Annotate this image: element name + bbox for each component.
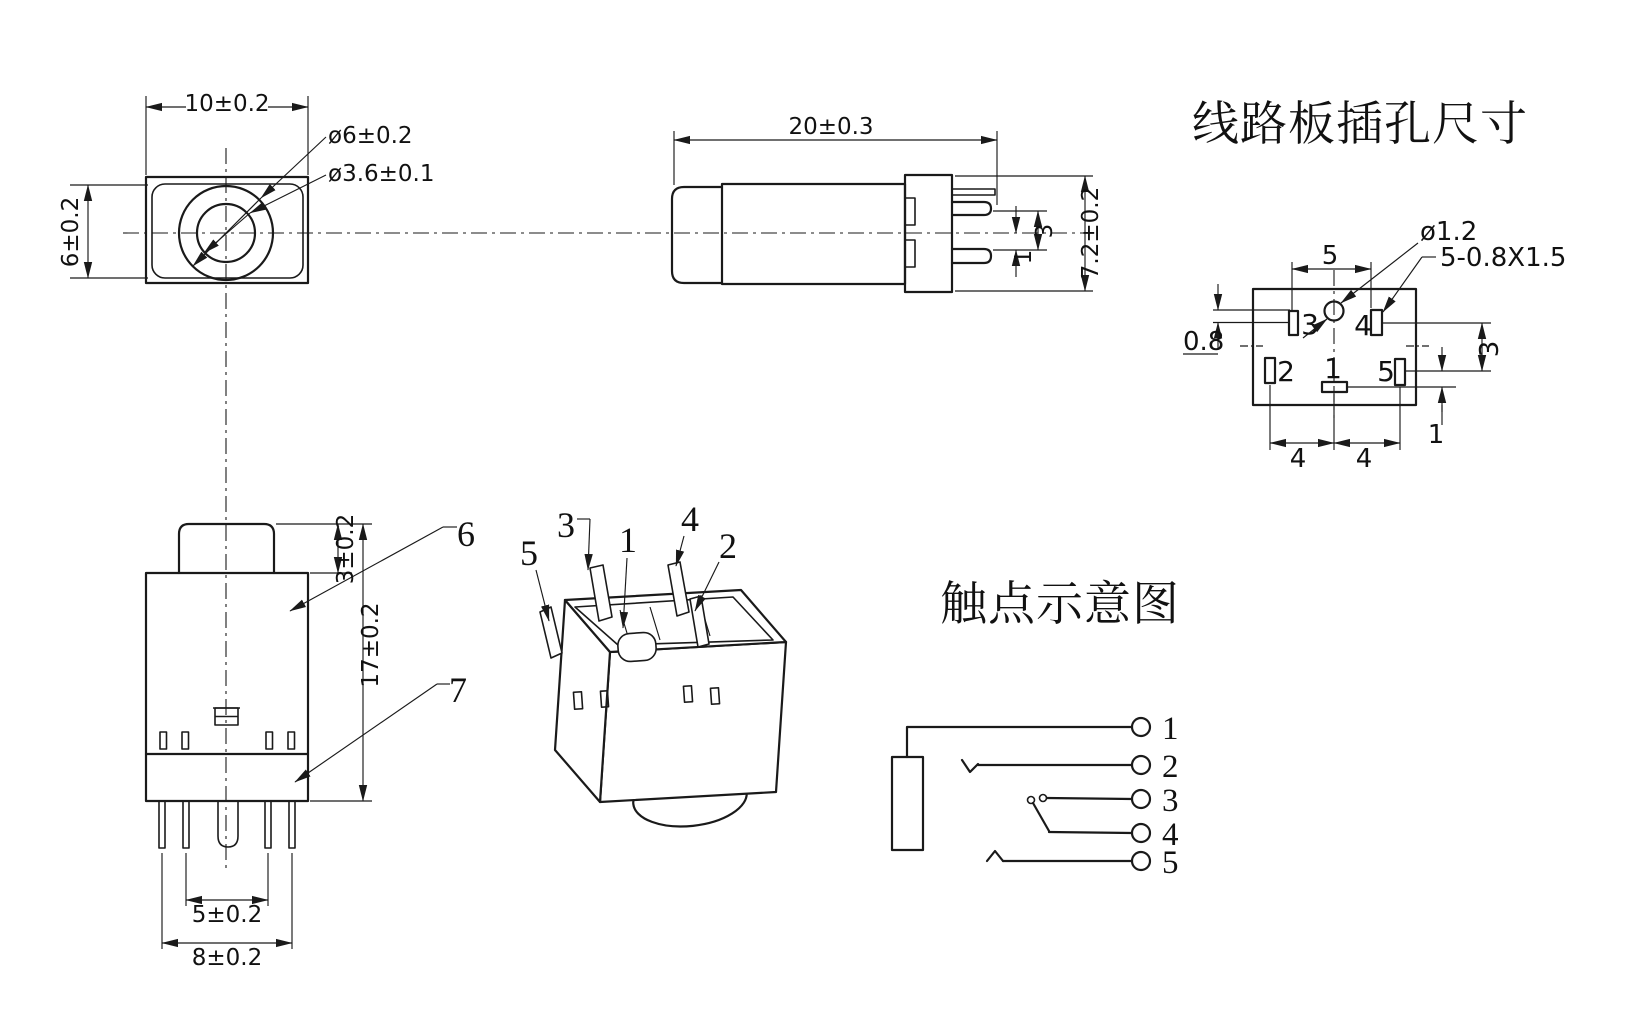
- side-body: [722, 184, 905, 284]
- contact-label-3: 3: [1162, 783, 1179, 819]
- front-slot: [288, 732, 295, 749]
- pcb-pad-label-4: 4: [1354, 309, 1372, 342]
- front-pin-2: [183, 801, 189, 848]
- contact-title: 触点示意图: [940, 577, 1180, 630]
- callout-7: 7: [449, 670, 467, 710]
- iso-callout-4: 4: [681, 499, 699, 539]
- iso-front-face: [600, 642, 786, 802]
- pcb-slot-5: [1395, 359, 1405, 385]
- contact-schematic: [892, 577, 1180, 881]
- callout-6: 6: [457, 514, 475, 554]
- pcb-pad-label-3: 3: [1301, 308, 1319, 341]
- front-pin-5: [289, 801, 295, 848]
- dim-outer-diameter: ø6±0.2: [328, 123, 413, 149]
- contact-terminal-1: [1132, 718, 1150, 736]
- pcb-title: 线路板插孔尺寸: [1192, 97, 1528, 150]
- pcb-pad-label-2: 2: [1277, 355, 1295, 388]
- contact-label-1: 1: [1162, 711, 1179, 747]
- front-body: [146, 573, 308, 801]
- iso-callout-3: 3: [557, 505, 575, 545]
- dim-button-height: 3±0.2: [333, 513, 359, 585]
- pcb-dim-left: 0.8: [1183, 327, 1225, 357]
- iso-center-contact: [617, 632, 657, 663]
- front-pin-4: [265, 801, 271, 848]
- contact-terminal-5: [1132, 852, 1150, 870]
- side-view: [672, 114, 1104, 292]
- contact-actuator: [892, 757, 923, 850]
- pcb-slot-3: [1289, 311, 1298, 335]
- contact-spring-2: [962, 760, 978, 772]
- dim-top-height: 6±0.2: [58, 196, 84, 268]
- isometric-view: [520, 499, 786, 832]
- front-pin-1: [159, 801, 165, 848]
- contact-spring-5: [987, 851, 1003, 861]
- contact-terminal-4: [1132, 824, 1150, 842]
- iso-callout-5: 5: [520, 533, 538, 573]
- dim-pin-pitch: 3: [1032, 223, 1058, 239]
- pcb-pad-label-1: 1: [1324, 352, 1342, 385]
- front-center-pin: [218, 801, 238, 847]
- pcb-slot-4: [1371, 310, 1382, 335]
- contact-point-3: [1040, 795, 1047, 802]
- pcb-dim-bottom-left: 4: [1289, 444, 1307, 474]
- contact-label-5: 5: [1162, 845, 1179, 881]
- contact-label-2: 2: [1162, 749, 1179, 785]
- iso-callout-1: 1: [619, 520, 637, 560]
- iso-callout-2: 2: [719, 526, 737, 566]
- top-view: [58, 91, 435, 283]
- side-lug-bottom: [905, 240, 915, 267]
- pcb-dim-right: 3: [1475, 340, 1505, 358]
- dim-outer-pin-span: 8±0.2: [191, 945, 263, 971]
- pcb-hole-view: [1183, 97, 1566, 474]
- pcb-slot-2: [1265, 358, 1275, 383]
- pcb-dim-right-small: 1: [1427, 420, 1445, 450]
- pcb-dim-top: 5: [1321, 241, 1339, 271]
- contact-wire-3: [1047, 798, 1132, 799]
- side-lug-top: [905, 198, 915, 225]
- side-pin-upper: [952, 202, 991, 215]
- side-pin-strip: [952, 189, 995, 195]
- dim-side-length: 20±0.3: [788, 114, 874, 140]
- contact-blade: [1033, 803, 1049, 831]
- front-slot: [182, 732, 189, 749]
- pcb-dim-hole-dia: ø1.2: [1420, 217, 1478, 247]
- pcb-pad-label-5: 5: [1377, 355, 1395, 388]
- dim-side-height: 7.2±0.2: [1078, 186, 1104, 280]
- contact-label-4: 4: [1162, 817, 1179, 853]
- front-slot: [266, 732, 273, 749]
- dim-body-height: 17±0.2: [358, 602, 384, 688]
- contact-wire-4: [1049, 832, 1132, 833]
- dim-top-width: 10±0.2: [184, 91, 270, 117]
- front-slot: [160, 732, 167, 749]
- contact-terminal-2: [1132, 756, 1150, 774]
- dim-inner-diameter: ø3.6±0.1: [328, 161, 435, 187]
- dim-pin-offset: 1: [1011, 249, 1037, 265]
- front-view: [146, 514, 475, 971]
- pcb-dim-bottom-right: 4: [1355, 444, 1373, 474]
- top-view-outer-body: [146, 177, 308, 283]
- iso-terminal-5: [540, 607, 562, 658]
- contact-wire-1: [907, 727, 1132, 757]
- contact-terminal-3: [1132, 790, 1150, 808]
- side-button-cap: [672, 187, 722, 283]
- pcb-dim-slot-spec: 5-0.8X1.5: [1440, 243, 1567, 273]
- side-pin-lower: [952, 249, 991, 263]
- dim-inner-pin-span: 5±0.2: [191, 902, 263, 928]
